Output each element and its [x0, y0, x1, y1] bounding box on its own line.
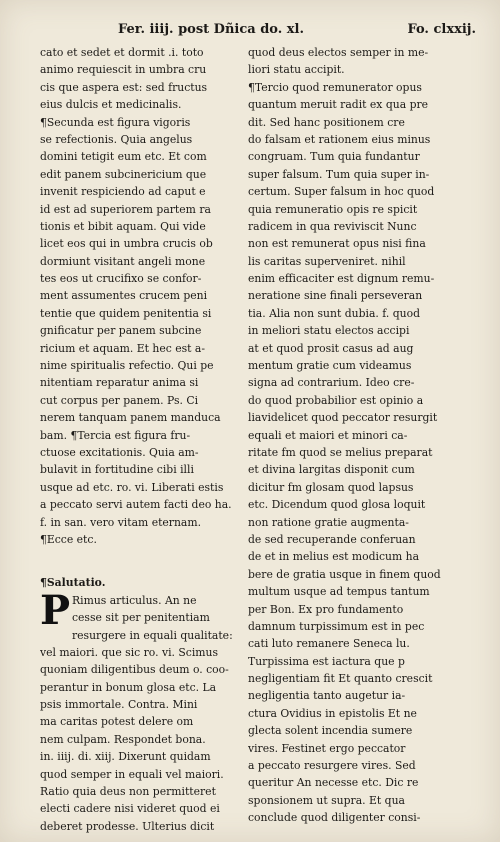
- left-column-line: cato et sedet et dormit .i. toto: [40, 46, 204, 59]
- right-column-line: quia remuneratio opis re spicit: [248, 202, 418, 216]
- right-column-line: congruam. Tum quia fundantur: [248, 150, 420, 164]
- salutatio-line: electi cadere nisi videret quod ei: [40, 802, 220, 816]
- right-column-line: per Bon. Ex pro fundamento: [248, 602, 404, 616]
- left-column-line: ment assumentes crucem peni: [40, 289, 208, 303]
- left-column-line: edit panem subcinericium que: [40, 167, 207, 181]
- salutatio-line: quod semper in equali vel maiori.: [40, 767, 224, 781]
- right-column-line: etc. Dicendum quod glosa loquit: [248, 498, 426, 512]
- right-column-line: et divina largitas disponit cum: [248, 463, 415, 477]
- right-column-line: ctura Ovidius in epistolis Et ne: [248, 706, 417, 720]
- right-column-line: do falsam et rationem eius minus: [248, 132, 431, 146]
- left-column-line: cis que aspera est: sed fructus: [40, 80, 208, 94]
- left-column-line: eius dulcis et medicinalis.: [40, 98, 182, 112]
- left-column-line: ¶Ecce etc.: [40, 532, 97, 546]
- left-column-line: cut corpus per panem. Ps. Ci: [40, 393, 199, 407]
- right-column-line: bere de gratia usque in finem quod: [248, 567, 441, 581]
- right-column-line: tia. Alia non sunt dubia. f. quod: [248, 306, 421, 320]
- running-head-title: Fer. iiij. post Dñica do. xl.: [118, 22, 305, 37]
- left-column-line: bam. ¶Tercia est figura fru-: [40, 428, 191, 442]
- right-column-line: enim efficaciter est dignum remu-: [248, 272, 435, 286]
- right-column-line: quod deus electos semper in me-: [248, 46, 429, 59]
- right-column-line: de sed recuperande conferuan: [248, 532, 416, 546]
- right-column-line: Turpissima est iactura que p: [248, 654, 405, 668]
- right-column-line: quantum meruit radit ex qua pre: [248, 98, 429, 112]
- right-column-line: equali et maiori et minori ca-: [248, 428, 408, 442]
- folio-number: Fo. clxxij.: [407, 22, 476, 37]
- left-column-line: dormiunt visitant angeli mone: [40, 254, 206, 268]
- left-column-line: tionis et bibit aquam. Qui vide: [40, 219, 206, 233]
- left-column-line: tes eos ut crucifixo se confor-: [40, 272, 202, 286]
- left-column-line: tentie que quidem penitentia si: [40, 306, 212, 320]
- left-column-text: [40, 44, 240, 548]
- right-column-line: damnum turpissimum est in pec: [248, 619, 425, 633]
- left-column-line: ¶Secunda est figura vigoris: [40, 115, 191, 129]
- left-column-line: invenit respiciendo ad caput e: [40, 185, 206, 199]
- right-column-line: dit. Sed hanc positionem cre: [248, 115, 405, 129]
- left-column-line: bulavit in fortitudine cibi illi: [40, 463, 194, 477]
- right-column-line: at et quod prosit casus ad aug: [248, 341, 414, 355]
- left-column: [40, 44, 240, 835]
- right-column-line: glecta solent incendia sumere: [248, 724, 413, 738]
- right-column: [248, 44, 456, 827]
- salutatio-line: Ratio quia deus non permitteret: [40, 785, 216, 799]
- right-column-line: a peccato resurgere vires. Sed: [248, 759, 416, 773]
- left-column-line: usque ad etc. ro. vi. Liberati estis: [40, 480, 224, 494]
- right-column-line: negligentia tanto augetur ia-: [248, 689, 406, 703]
- right-column-line: mentum gratie cum videamus: [248, 359, 412, 373]
- salutatio-line: resurgere in equali qualitate:: [72, 628, 233, 642]
- left-column-line: id est ad superiorem partem ra: [40, 202, 211, 216]
- right-column-line: non ratione gratie augmenta-: [248, 515, 409, 529]
- salutatio-line: Rimus articulus. An ne: [72, 593, 197, 607]
- right-column-text: [248, 44, 456, 827]
- left-column-line: f. in san. vero vitam eternam.: [40, 515, 202, 529]
- salutatio-line: psis immortale. Contra. Mini: [40, 698, 198, 712]
- right-column-line: de et in melius est modicum ha: [248, 550, 420, 564]
- right-column-line: neratione sine finali perseveran: [248, 289, 423, 303]
- left-column-line: animo requiescit in umbra cru: [40, 63, 207, 77]
- right-column-line: do quod probabilior est opinio a: [248, 393, 424, 407]
- right-column-line: radicem in qua reviviscit Nunc: [248, 219, 417, 233]
- salutatio-line: cesse sit per penitentiam: [72, 611, 210, 625]
- salutatio-paragraph: [40, 592, 240, 835]
- right-column-line: liori statu accipit.: [248, 63, 345, 77]
- salutatio-line: in. iiij. di. xiij. Dixerunt quidam: [40, 750, 211, 764]
- right-column-line: conclude quod diligenter consi-: [248, 811, 421, 825]
- right-column-line: queritur An necesse etc. Dic re: [248, 776, 419, 790]
- left-column-line: a peccato servi autem facti deo ha.: [40, 498, 232, 512]
- left-column-line: licet eos qui in umbra crucis ob: [40, 237, 213, 251]
- decorated-initial: P: [40, 591, 71, 634]
- left-column-line: nerem tanquam panem manduca: [40, 411, 221, 425]
- left-column-line: nitentiam reparatur anima si: [40, 376, 199, 390]
- right-column-line: dicitur fm glosam quod lapsus: [248, 480, 414, 494]
- salutatio-line: perantur in bonum glosa etc. La: [40, 680, 217, 694]
- right-column-line: negligentiam fit Et quanto crescit: [248, 672, 433, 686]
- left-column-line: domini tetigit eum etc. Et com: [40, 150, 207, 164]
- salutatio-line: nem culpam. Respondet bona.: [40, 732, 206, 746]
- right-column-line: sponsionem ut supra. Et qua: [248, 793, 405, 807]
- right-column-line: lis caritas superveniret. nihil: [248, 254, 406, 268]
- section-heading: ¶Salutatio.: [40, 576, 106, 590]
- salutatio-line: quoniam diligentibus deum o. coo-: [40, 663, 229, 677]
- left-column-line: nime spiritualis refectio. Qui pe: [40, 359, 214, 373]
- right-column-line: liavidelicet quod peccator resurgit: [248, 411, 438, 425]
- right-column-line: multum usque ad tempus tantum: [248, 585, 430, 599]
- right-column-line: cati luto remanere Seneca lu.: [248, 637, 410, 651]
- salutatio-line: vel maiori. que sic ro. vi. Scimus: [40, 645, 219, 659]
- right-column-line: vires. Festinet ergo peccator: [248, 741, 406, 755]
- salutatio-line: deberet prodesse. Ulterius dicit: [40, 819, 215, 833]
- left-column-line: se refectionis. Quia angelus: [40, 132, 193, 146]
- right-column-line: ¶Tercio quod remunerator opus: [248, 80, 422, 94]
- salutatio-line: ma caritas potest delere om: [40, 715, 194, 729]
- right-column-line: super falsum. Tum quia super in-: [248, 167, 430, 181]
- right-column-line: in meliori statu electos accipi: [248, 324, 410, 338]
- left-column-line: gnificatur per panem subcine: [40, 324, 202, 338]
- section-gap: [40, 548, 240, 562]
- right-column-line: certum. Super falsum in hoc quod: [248, 185, 435, 199]
- right-column-line: ritate fm quod se melius preparat: [248, 445, 433, 459]
- left-column-line: ctuose excitationis. Quia am-: [40, 445, 199, 459]
- left-column-line: ricium et aquam. Et hec est a-: [40, 341, 206, 355]
- right-column-line: signa ad contrarium. Ideo cre-: [248, 376, 415, 390]
- right-column-line: non est remunerat opus nisi fina: [248, 237, 426, 251]
